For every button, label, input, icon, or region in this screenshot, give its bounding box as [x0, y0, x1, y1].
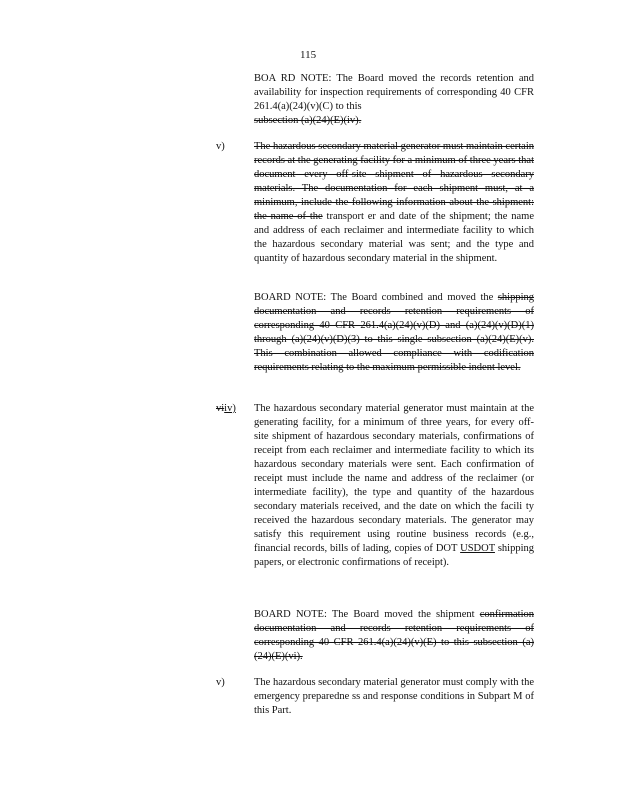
inserted-marker: iv)	[224, 403, 236, 414]
item-marker-iv	[216, 402, 252, 416]
note-text: BOA RD NOTE: The Board moved the records retention and availability for inspection requirements of corresponding 40 CFR 261.4(a)(24)(v)(C) to this	[254, 73, 534, 112]
item-text: transport er and date of the shipment; the name and address of each reclaimer and intermediate facility to which the hazardous secondary material was sent; and the type and quantity of hazardous secondary material in the shipment.	[254, 211, 535, 264]
struck-text: shipping documentation and records retention requirements of corresponding 40 CFR 261.4(a)(24)(v)(D) and (a)(24)(v)(D)(1) through (a)(24)(v)(D)(3) to this single subsection (a)(24)(E)(v). This combination allowed compliance with codification requirements relating to the maximum permissible indent level.	[254, 292, 535, 373]
struck-text: The hazardous secondary material generator must maintain certain records at the generating facility for a minimum of three years that document every off-site shipment of hazardous secondary materials. The documentation for each shipment must, at a minimum, include the following information about the shipment: the name of the	[254, 141, 534, 222]
item-marker-v2: v)	[216, 677, 225, 688]
struck-text: subsection (a)(24)(E)(iv).	[254, 115, 362, 126]
item-iv-confirmations-of-receipt	[254, 402, 534, 570]
struck-marker: vi	[216, 403, 225, 414]
item-marker-v: v)	[216, 141, 225, 152]
board-note-shipment-confirmation	[254, 608, 534, 664]
item-text: shipping papers, or electronic confirmations of receipt).	[254, 543, 535, 568]
item-v-shipment-records	[254, 140, 534, 266]
inserted-text: USDOT	[460, 543, 495, 554]
page-number: 115	[300, 49, 317, 61]
board-note-records-retention	[254, 72, 534, 128]
note-text: BOARD NOTE: The Board combined and moved the	[254, 292, 494, 303]
item-text: The hazardous secondary material generator must maintain at the generating facility, for a minimum of three years, for every off-site shipment of hazardous secondary materials, confirmations of receipt from each reclaimer and intermediate facility to which its hazardous secondary materials were sent. Each confirmation of receipt must include the name and address of the reclaimer (or intermediate facility), the type and quantity of the hazardous secondary materials received, and the date on which the facili ty received the hazardous secondary materials. The generator may satisfy this requirement using routine business records (e.g., financial records, bills of lading, copies of DOT	[254, 403, 534, 554]
item-text: The hazardous secondary material generator must comply with the emergency preparedne ss and response conditions in Subpart M of this Part.	[254, 677, 534, 716]
item-v-emergency-preparedness	[254, 676, 534, 718]
note-text: BOARD NOTE: The Board moved the shipment	[254, 609, 475, 620]
struck-text: confirmation documentation and records retention requirements of corresponding 40 CFR 261.4(a)(24)(v)(E) to this subsection (a)(24)(E)(vi).	[254, 609, 534, 662]
board-note-combined	[254, 291, 534, 375]
